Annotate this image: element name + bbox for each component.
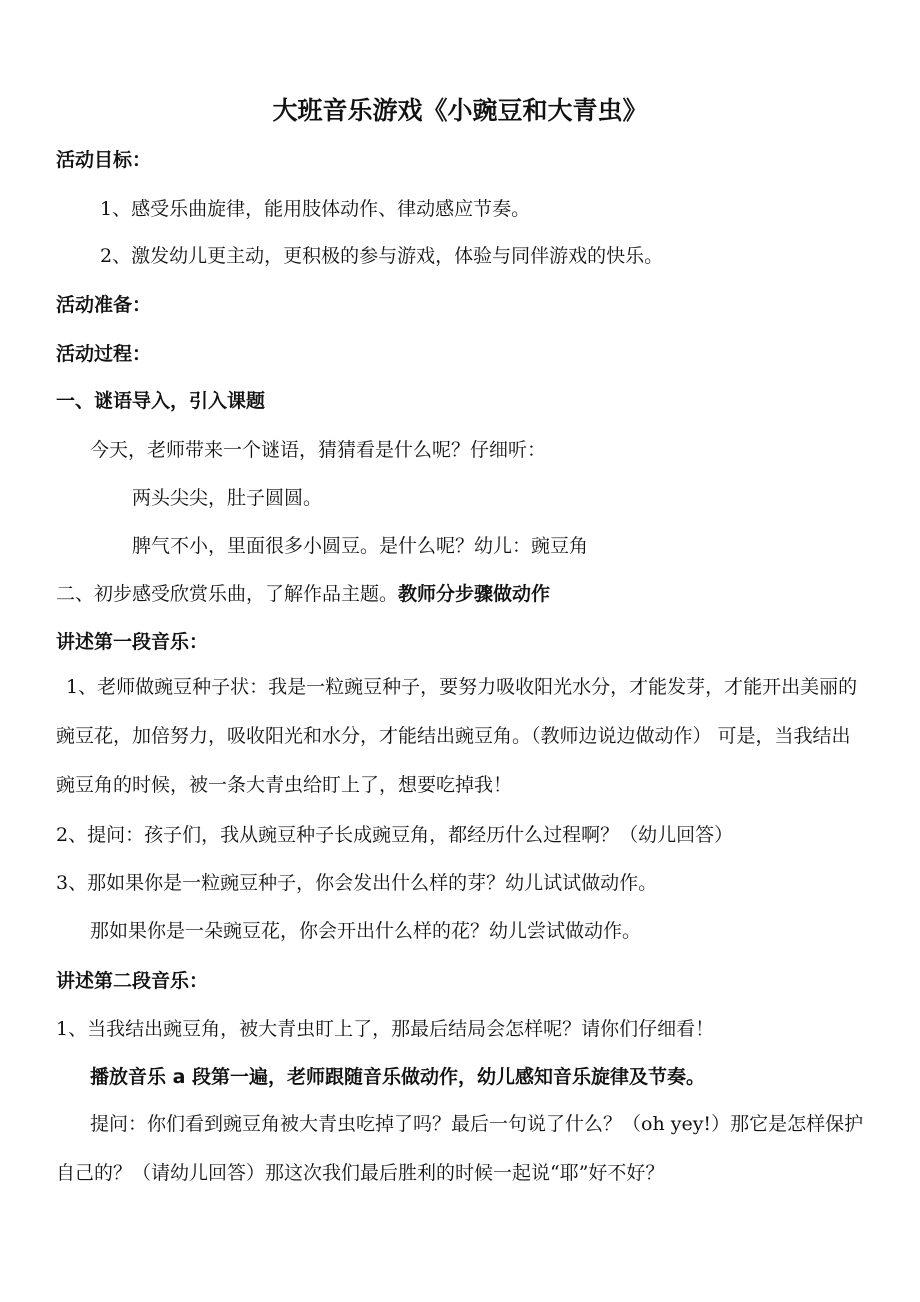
part2-question: 提问：你们看到豌豆角被大青虫吃掉了吗？最后一句说了什么？（oh yey!）那它是怎样保护自己的？（请幼儿回答）那这次我们最后胜利的时候一起说“耶”好不好？ [56,1113,864,1184]
riddle-intro: 今天，老师带来一个谜语，猜猜看是什么呢？仔细听： [90,439,547,461]
goal-item-1: 1、感受乐曲旋律，能用肢体动作、律动感应节奏。 [100,198,531,220]
section2-heading-plain: 二、初步感受欣赏乐曲，了解作品主题。 [56,583,399,605]
prep-heading: 活动准备： [56,294,152,316]
part1-item-3: 3、那如果你是一粒豌豆种子，你会发出什么样的芽？幼儿试试做动作。 [56,872,658,894]
part2-item-1: 1、当我结出豌豆角，被大青虫盯上了，那最后结局会怎样呢？请你们仔细看！ [56,1018,715,1040]
part1-paragraph-1: 1、老师做豌豆种子状：我是一粒豌豆种子，要努力吸收阳光水分，才能发芽，才能开出美丽的豌豆花，加倍努力，吸收阳光和水分，才能结出豌豆角。（教师边说边做动作） 可是，当我结出豌豆角的时候，被一条大青虫给盯上了，想要吃掉我！ [56,676,858,796]
goal-item-2: 2、激发幼儿更主动，更积极的参与游戏，体验与同伴游戏的快乐。 [100,245,664,267]
section2-heading-bold: 教师分步骤做动作 [398,583,551,605]
play-note: 播放音乐 a 段第一遍，老师跟随音乐做动作，幼儿感知音乐旋律及节奏。 [90,1066,706,1088]
process-heading: 活动过程： [56,343,152,365]
section1-heading: 一、谜语导入，引入课题 [56,390,266,412]
document-title: 大班音乐游戏《小豌豆和大青虫》 [272,96,648,125]
riddle-line-2: 脾气不小，里面很多小圆豆。是什么呢？幼儿：豌豆角 [132,535,589,557]
part1-heading: 讲述第一段音乐： [56,631,209,653]
goals-heading: 活动目标： [56,149,152,171]
section2-heading [56,580,868,608]
part2-heading: 讲述第二段音乐： [56,970,209,992]
part1-item-2: 2、提问：孩子们，我从豌豆种子长成豌豆角，都经历什么过程啊？（幼儿回答） [56,824,734,846]
riddle-line-1: 两头尖尖，肚子圆圆。 [132,487,323,509]
part1-item-3b: 那如果你是一朵豌豆花，你会开出什么样的花？幼儿尝试做动作。 [90,920,642,942]
